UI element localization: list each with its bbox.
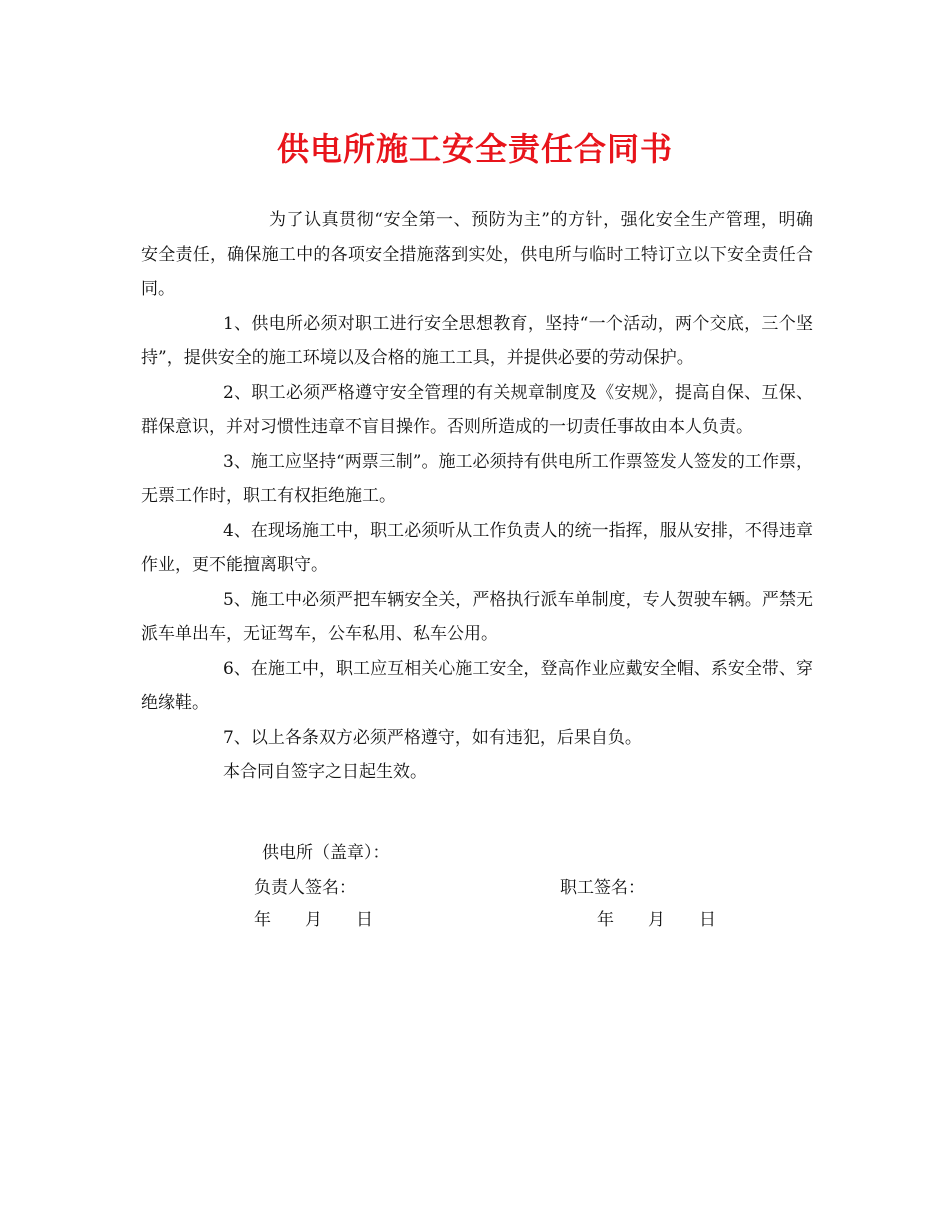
document-body xyxy=(141,203,813,790)
intro-paragraph: 为了认真贯彻“安全第一、预防为主”的方针，强化安全生产管理，明确安全责任，确保施工中的各项安全措施落到实处，供电所与临时工特订立以下安全责任合同。 xyxy=(141,210,813,299)
clause-4: 4、在现场施工中，职工必须听从工作负责人的统一指挥，服从安排，不得违章作业，更不能擅离职守。 xyxy=(141,520,813,575)
clause-1: 1、供电所必须对职工进行安全思想教育，坚持“一个活动，两个交底，三个坚持”，提供安全的施工环境以及合格的施工工具，并提供必要的劳动保护。 xyxy=(141,313,813,368)
company-seal-label: 供电所（盖章）： xyxy=(262,843,390,863)
worker-signature-label: 职工签名： xyxy=(560,878,645,898)
clause-2: 2、职工必须严格遵守安全管理的有关规章制度及《安规》，提高自保、互保、群保意识，并对习惯性违章不盲目操作。否则所造成的一切责任事故由本人负责。 xyxy=(141,382,813,437)
leader-date: 年 月 日 xyxy=(254,910,373,930)
clause-3: 3、施工应坚持“两票三制”。施工必须持有供电所工作票签发人签发的工作票，无票工作时，职工有权拒绝施工。 xyxy=(141,451,813,506)
document-title: 供电所施工安全责任合同书 xyxy=(276,130,673,168)
worker-date: 年 月 日 xyxy=(597,910,716,930)
effective-statement: 本合同自签字之日起生效。 xyxy=(223,762,427,782)
clause-7: 7、以上各条双方必须严格遵守，如有违犯，后果自负。 xyxy=(223,727,642,748)
leader-signature-label: 负责人签名： xyxy=(254,878,356,898)
clause-6: 6、在施工中，职工应互相关心施工安全，登高作业应戴安全帽、系安全带、穿绝缘鞋。 xyxy=(141,658,813,713)
clause-5: 5、施工中必须严把车辆安全关，严格执行派车单制度，专人贺驶车辆。严禁无派车单出车，无证驾车，公车私用、私车公用。 xyxy=(141,589,813,644)
